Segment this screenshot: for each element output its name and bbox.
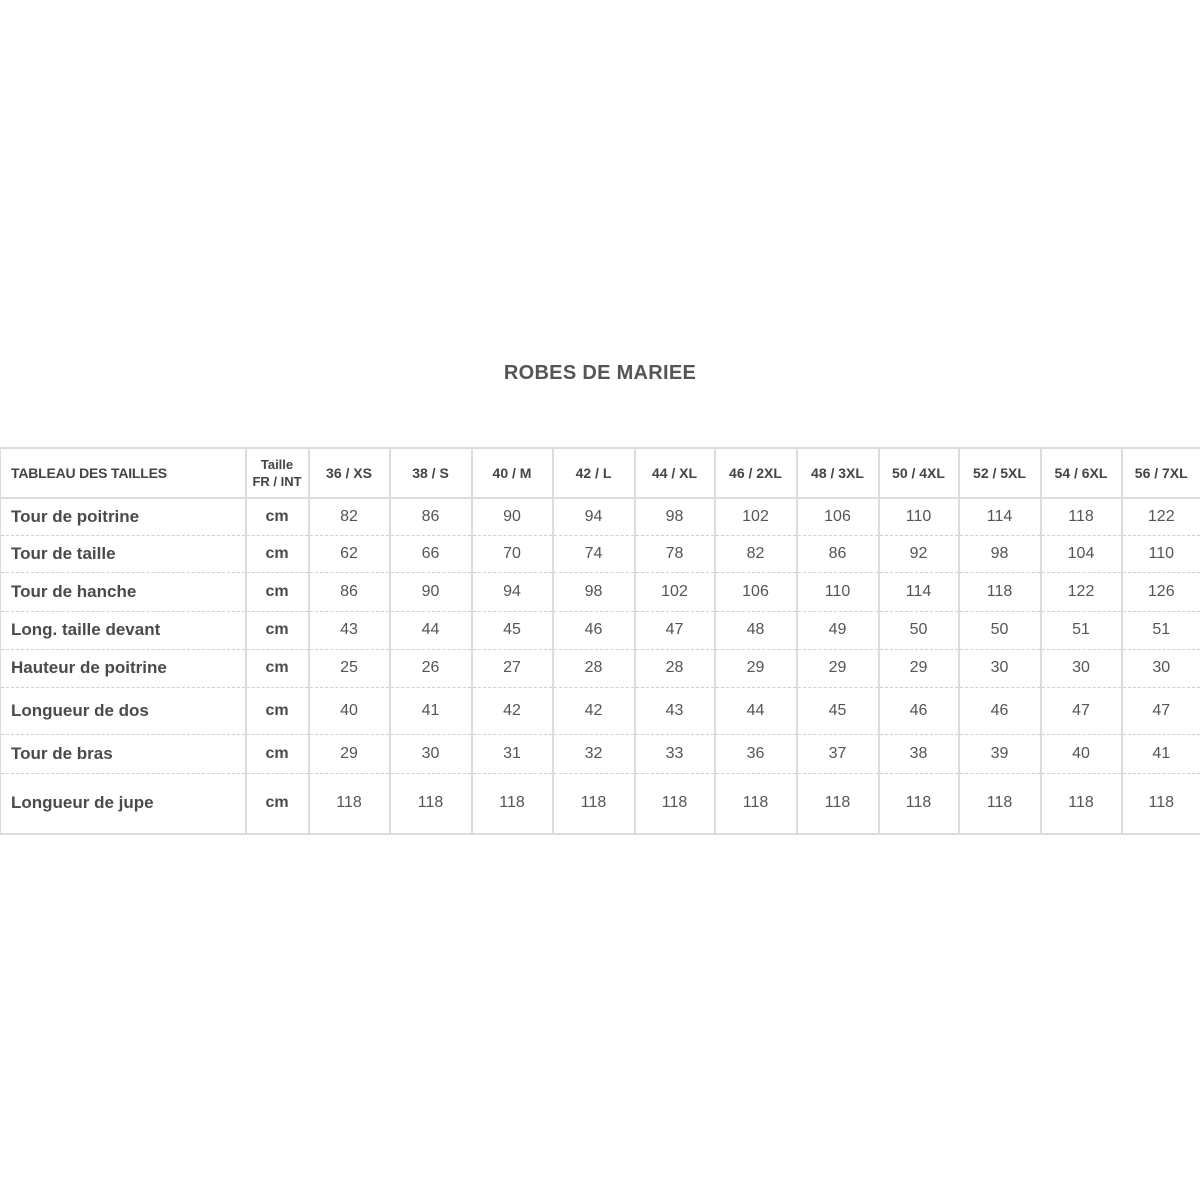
value-cell: 114	[959, 498, 1041, 535]
value-cell: 118	[1122, 773, 1200, 834]
value-cell: 118	[390, 773, 472, 834]
value-cell: 114	[879, 572, 959, 611]
value-cell: 78	[635, 535, 715, 572]
size-header: 50 / 4XL	[879, 448, 959, 498]
value-cell: 47	[1122, 687, 1200, 734]
value-cell: 43	[635, 687, 715, 734]
measurement-label: Tour de poitrine	[1, 498, 246, 535]
value-cell: 28	[635, 649, 715, 687]
value-cell: 47	[1041, 687, 1122, 734]
value-cell: 82	[309, 498, 390, 535]
value-cell: 118	[879, 773, 959, 834]
table-row	[1, 687, 1200, 734]
value-cell: 118	[553, 773, 635, 834]
value-cell: 126	[1122, 572, 1200, 611]
value-cell: 122	[1041, 572, 1122, 611]
value-cell: 29	[879, 649, 959, 687]
measurement-label: Longueur de dos	[1, 687, 246, 734]
value-cell: 51	[1122, 611, 1200, 649]
value-cell: 118	[797, 773, 879, 834]
size-header: 38 / S	[390, 448, 472, 498]
value-cell: 47	[635, 611, 715, 649]
value-cell: 118	[635, 773, 715, 834]
value-cell: 74	[553, 535, 635, 572]
table-row	[1, 572, 1200, 611]
measurement-label: Longueur de jupe	[1, 773, 246, 834]
value-cell: 46	[553, 611, 635, 649]
value-cell: 122	[1122, 498, 1200, 535]
value-cell: 106	[797, 498, 879, 535]
value-cell: 29	[715, 649, 797, 687]
table-row	[1, 773, 1200, 834]
value-cell: 98	[635, 498, 715, 535]
value-cell: 66	[390, 535, 472, 572]
table-body	[1, 498, 1200, 834]
corner-label: TABLEAU DES TAILLES	[1, 448, 246, 498]
value-cell: 36	[715, 734, 797, 773]
value-cell: 92	[879, 535, 959, 572]
unit-cell: cm	[246, 687, 309, 734]
value-cell: 26	[390, 649, 472, 687]
value-cell: 70	[472, 535, 553, 572]
measurement-label: Tour de hanche	[1, 572, 246, 611]
value-cell: 110	[797, 572, 879, 611]
value-cell: 45	[472, 611, 553, 649]
value-cell: 50	[879, 611, 959, 649]
size-header: 48 / 3XL	[797, 448, 879, 498]
value-cell: 43	[309, 611, 390, 649]
page-title: ROBES DE MARIEE	[503, 362, 697, 384]
value-cell: 33	[635, 734, 715, 773]
value-cell: 86	[309, 572, 390, 611]
value-cell: 42	[553, 687, 635, 734]
unit-cell: cm	[246, 572, 309, 611]
value-cell: 40	[309, 687, 390, 734]
size-header: 46 / 2XL	[715, 448, 797, 498]
value-cell: 62	[309, 535, 390, 572]
value-cell: 44	[715, 687, 797, 734]
size-header: 56 / 7XL	[1122, 448, 1200, 498]
size-header: 54 / 6XL	[1041, 448, 1122, 498]
value-cell: 42	[472, 687, 553, 734]
value-cell: 32	[553, 734, 635, 773]
unit-cell: cm	[246, 535, 309, 572]
value-cell: 41	[1122, 734, 1200, 773]
value-cell: 40	[1041, 734, 1122, 773]
value-cell: 86	[390, 498, 472, 535]
value-cell: 27	[472, 649, 553, 687]
table-row	[1, 649, 1200, 687]
value-cell: 44	[390, 611, 472, 649]
value-cell: 37	[797, 734, 879, 773]
value-cell: 118	[472, 773, 553, 834]
value-cell: 30	[1041, 649, 1122, 687]
value-cell: 46	[959, 687, 1041, 734]
taille-header	[246, 448, 309, 498]
unit-cell: cm	[246, 734, 309, 773]
table-row	[1, 535, 1200, 572]
taille-label: Taille	[260, 457, 294, 472]
value-cell: 118	[309, 773, 390, 834]
value-cell: 98	[553, 572, 635, 611]
value-cell: 102	[715, 498, 797, 535]
unit-cell: cm	[246, 498, 309, 535]
table-row	[1, 734, 1200, 773]
value-cell: 49	[797, 611, 879, 649]
measurement-label: Long. taille devant	[1, 611, 246, 649]
value-cell: 41	[390, 687, 472, 734]
unit-cell: cm	[246, 773, 309, 834]
measurement-label: Tour de bras	[1, 734, 246, 773]
table-header-row	[1, 448, 1200, 498]
value-cell: 106	[715, 572, 797, 611]
value-cell: 51	[1041, 611, 1122, 649]
size-header: 42 / L	[553, 448, 635, 498]
value-cell: 39	[959, 734, 1041, 773]
size-header: 44 / XL	[635, 448, 715, 498]
value-cell: 50	[959, 611, 1041, 649]
value-cell: 118	[959, 773, 1041, 834]
unit-cell: cm	[246, 649, 309, 687]
measurement-label: Tour de taille	[1, 535, 246, 572]
value-cell: 118	[1041, 498, 1122, 535]
value-cell: 86	[797, 535, 879, 572]
value-cell: 98	[959, 535, 1041, 572]
size-chart-table	[0, 447, 1200, 835]
value-cell: 110	[879, 498, 959, 535]
value-cell: 46	[879, 687, 959, 734]
value-cell: 94	[553, 498, 635, 535]
fr-int-label: FR / INT	[252, 474, 302, 489]
unit-cell: cm	[246, 611, 309, 649]
value-cell: 38	[879, 734, 959, 773]
value-cell: 94	[472, 572, 553, 611]
value-cell: 90	[390, 572, 472, 611]
value-cell: 118	[1041, 773, 1122, 834]
value-cell: 90	[472, 498, 553, 535]
value-cell: 82	[715, 535, 797, 572]
value-cell: 31	[472, 734, 553, 773]
value-cell: 28	[553, 649, 635, 687]
value-cell: 30	[959, 649, 1041, 687]
size-header: 36 / XS	[309, 448, 390, 498]
value-cell: 25	[309, 649, 390, 687]
value-cell: 29	[309, 734, 390, 773]
value-cell: 45	[797, 687, 879, 734]
size-header: 40 / M	[472, 448, 553, 498]
value-cell: 110	[1122, 535, 1200, 572]
table-row	[1, 611, 1200, 649]
measurement-label: Hauteur de poitrine	[1, 649, 246, 687]
value-cell: 118	[715, 773, 797, 834]
value-cell: 118	[959, 572, 1041, 611]
value-cell: 29	[797, 649, 879, 687]
value-cell: 104	[1041, 535, 1122, 572]
size-header: 52 / 5XL	[959, 448, 1041, 498]
value-cell: 48	[715, 611, 797, 649]
table-row	[1, 498, 1200, 535]
value-cell: 30	[1122, 649, 1200, 687]
value-cell: 102	[635, 572, 715, 611]
value-cell: 30	[390, 734, 472, 773]
